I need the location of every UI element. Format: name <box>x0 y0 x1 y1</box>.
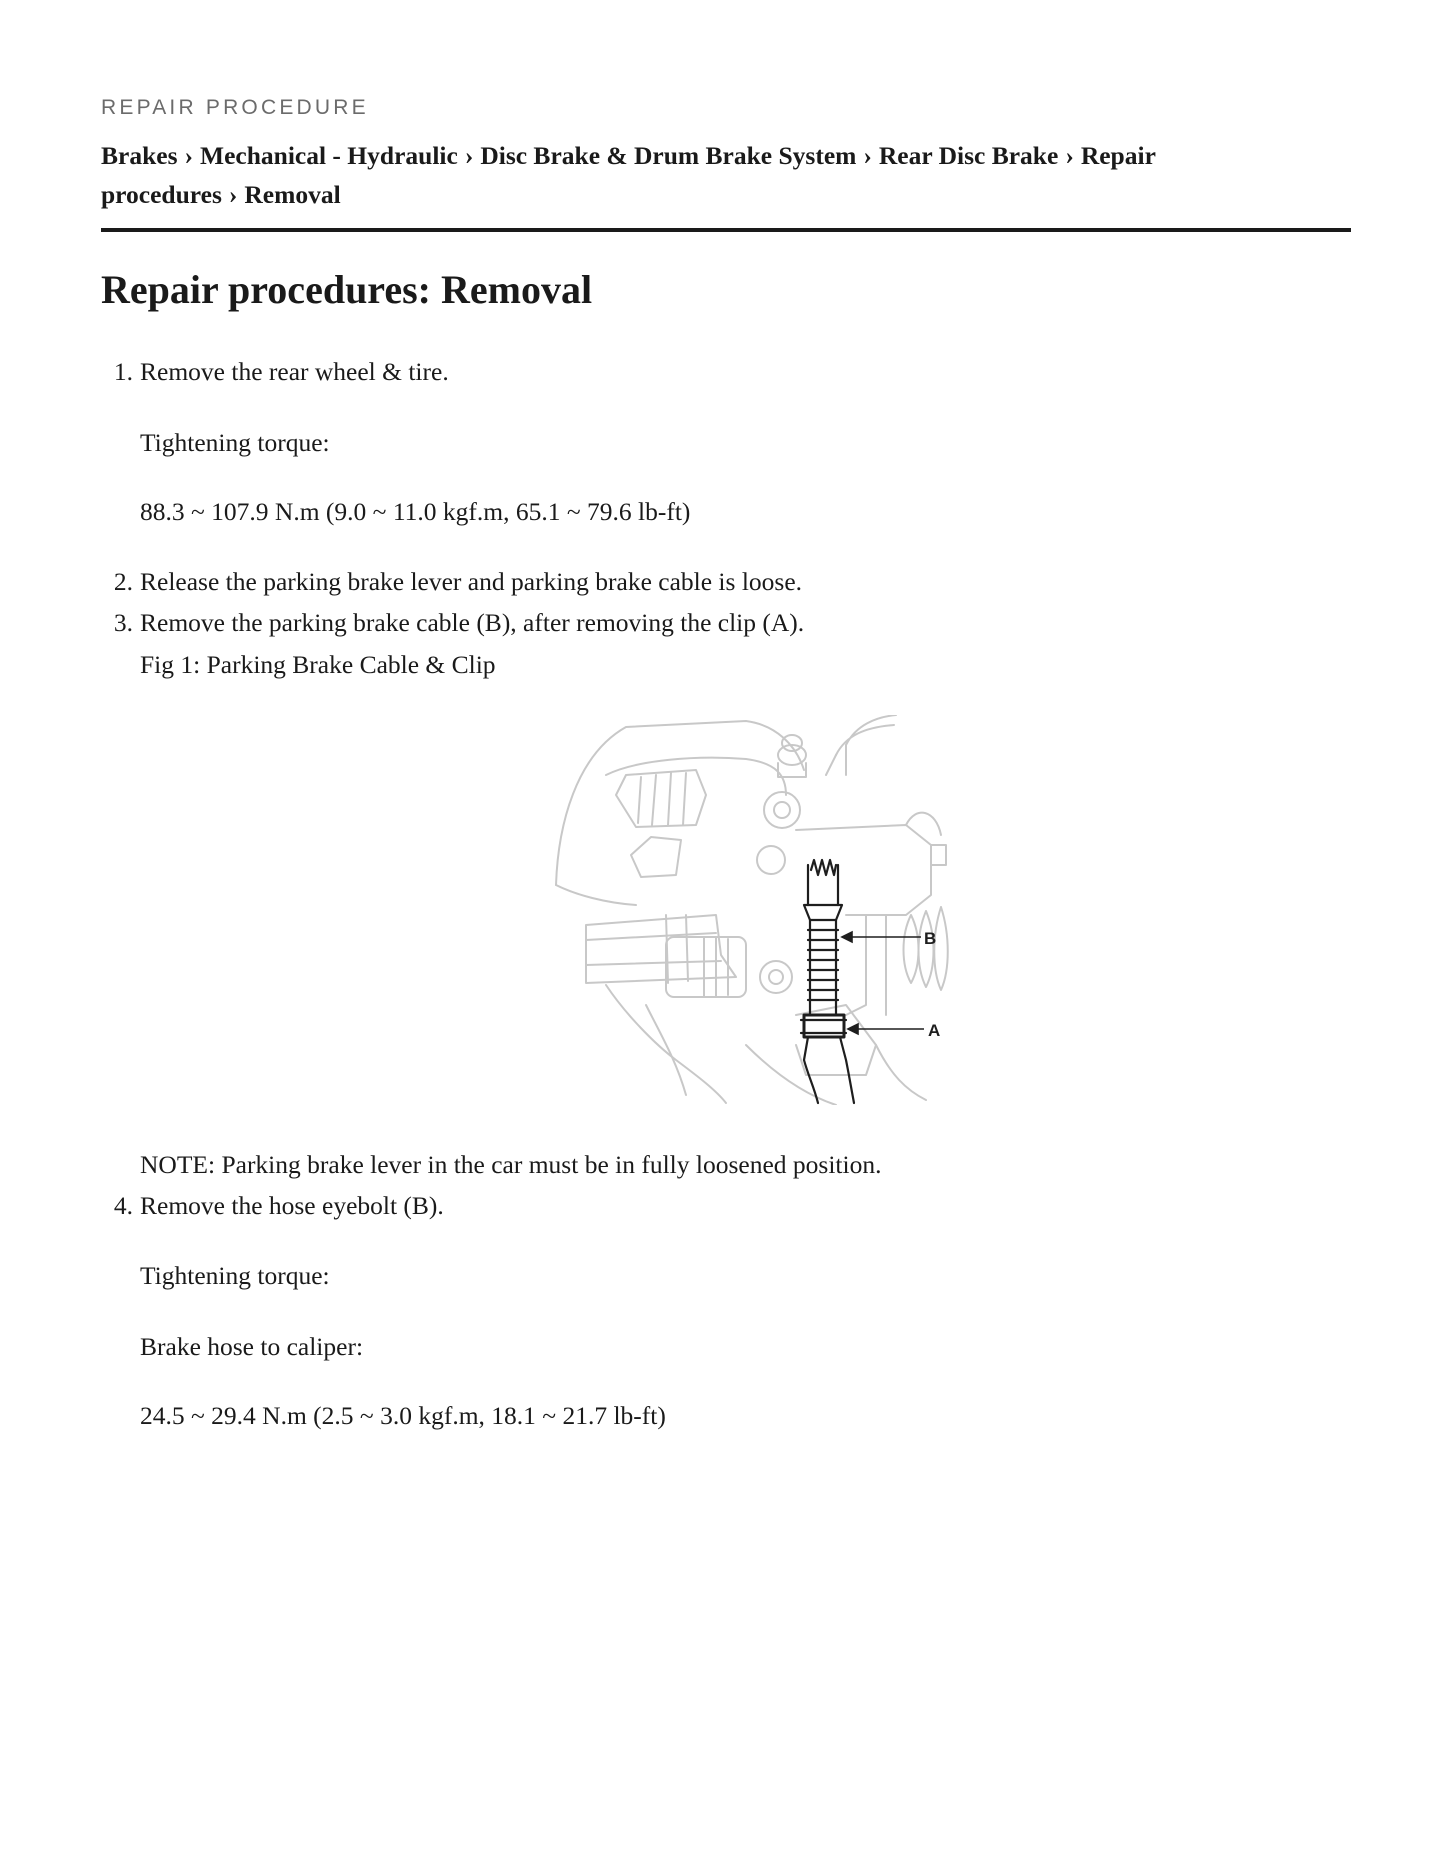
step-2-text: Release the parking brake lever and parking brake cable is loose. <box>140 567 803 596</box>
breadcrumb <box>101 136 1351 214</box>
header-divider <box>101 228 1351 232</box>
breadcrumb-separator: › <box>228 180 238 209</box>
breadcrumb-item-disc-drum-brake-system[interactable]: Disc Brake & Drum Brake System <box>480 141 857 170</box>
figure-label-a: A <box>928 1021 941 1040</box>
step-number: 1. <box>113 357 133 386</box>
step-4-text: Remove the hose eyebolt (B). <box>140 1191 444 1220</box>
page-title: Repair procedures: Removal <box>101 267 593 312</box>
step-1-torque-label: Tightening torque: <box>140 428 330 457</box>
brake-caliper-illustration <box>546 715 1056 1105</box>
breadcrumb-separator: › <box>184 141 193 170</box>
breadcrumb-separator: › <box>1065 141 1074 170</box>
breadcrumb-item-repair-procedures[interactable]: Repair procedures <box>101 141 1156 209</box>
breadcrumb-item-mechanical-hydraulic[interactable]: Mechanical - Hydraulic <box>200 141 458 170</box>
breadcrumb-item-removal[interactable]: Removal <box>244 180 341 209</box>
step-4-torque-value: 24.5 ~ 29.4 N.m (2.5 ~ 3.0 kgf.m, 18.1 ~ 21.7 lb-ft) <box>140 1401 666 1430</box>
parking-brake-cable-figure <box>546 715 1056 1105</box>
step-4-torque-label: Tightening torque: <box>140 1261 330 1290</box>
step-number: 2. <box>113 567 133 596</box>
figure-caption: Fig 1: Parking Brake Cable & Clip <box>140 650 496 679</box>
step-4-torque-sub-label: Brake hose to caliper: <box>140 1332 364 1361</box>
breadcrumb-item-brakes[interactable]: Brakes <box>101 141 178 170</box>
step-3-text: Remove the parking brake cable (B), after removing the clip (A). <box>140 608 805 637</box>
step-number: 3. <box>113 608 133 637</box>
breadcrumb-separator: › <box>863 141 872 170</box>
step-1-torque-value: 88.3 ~ 107.9 N.m (9.0 ~ 11.0 kgf.m, 65.1 ~ 79.6 lb-ft) <box>140 497 691 526</box>
step-number: 4. <box>113 1191 133 1220</box>
step-1-text: Remove the rear wheel & tire. <box>140 357 449 386</box>
figure-label-b: B <box>924 929 937 948</box>
breadcrumb-item-rear-disc-brake[interactable]: Rear Disc Brake <box>878 141 1059 170</box>
section-kicker: REPAIR PROCEDURE <box>101 96 369 119</box>
breadcrumb-separator: › <box>464 141 474 170</box>
step-3-note: NOTE: Parking brake lever in the car must be in fully loosened position. <box>140 1150 882 1179</box>
